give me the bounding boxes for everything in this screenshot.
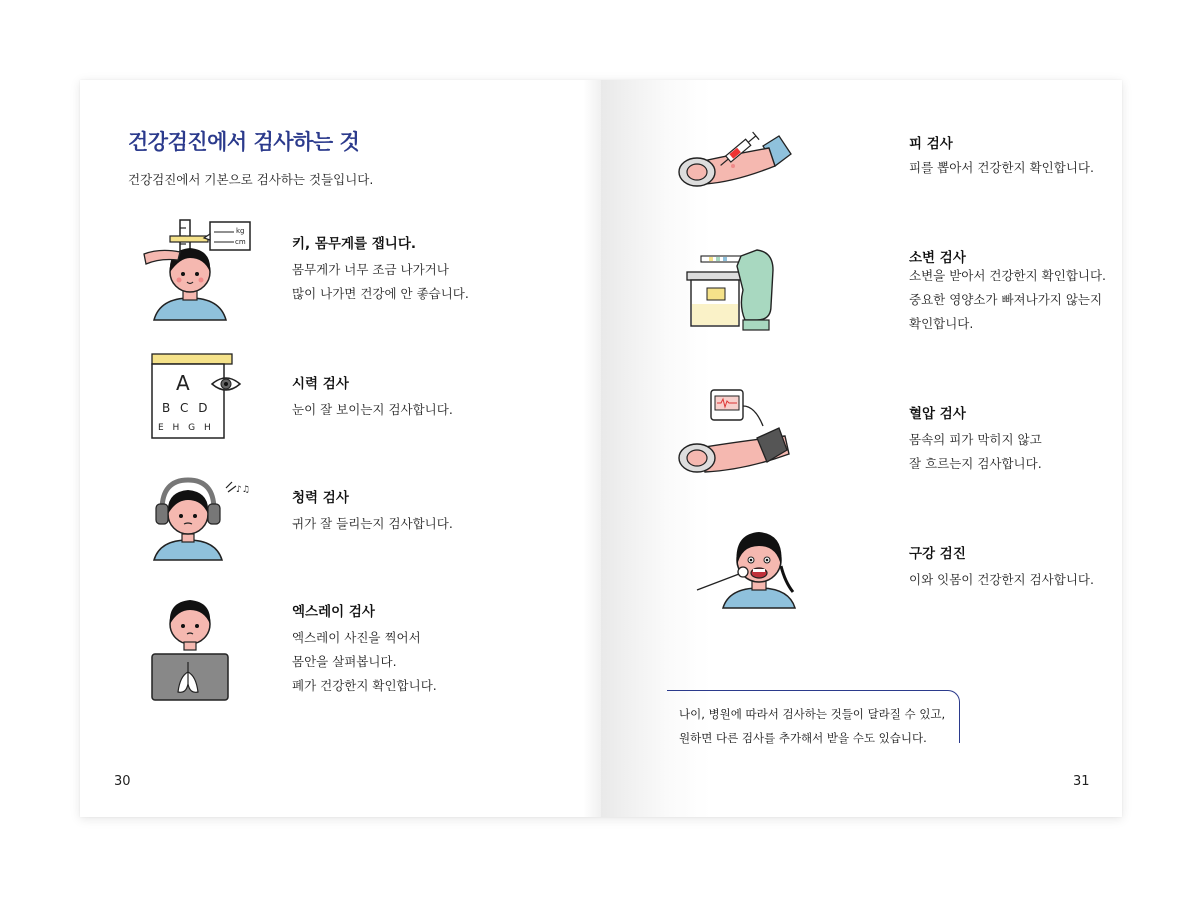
item-desc-vision: 눈이 잘 보이는지 검사합니다. (292, 402, 453, 417)
item-desc-blood-pressure: 몸속의 피가 막히지 않고 잘 흐르는지 검사합니다. (909, 432, 1042, 471)
item-title-height-weight: 키, 몸무게를 잽니다. (292, 236, 416, 252)
booklet-spread (80, 80, 1122, 817)
eye-chart-icon (146, 352, 246, 444)
page-number-left: 30 (114, 774, 131, 789)
item-desc-xray: 엑스레이 사진을 찍어서 몸안을 살펴봅니다. 폐가 건강한지 확인합니다. (292, 630, 437, 693)
item-title-urine-test: 소변 검사 (909, 250, 966, 266)
scale-cm-label: cm (235, 238, 246, 246)
blood-pressure-icon (675, 386, 799, 482)
item-desc-dental: 이와 잇몸이 건강한지 검사합니다. (909, 572, 1094, 587)
page-number-right: 31 (1073, 774, 1090, 789)
dental-mirror-icon (689, 526, 799, 610)
scale-kg-label: kg (236, 227, 245, 235)
page-subtitle: 건강검진에서 기본으로 검사하는 것들입니다. (128, 172, 374, 187)
eye-chart-row2: B C D (162, 401, 211, 415)
item-desc-blood-test: 피를 뽑아서 건강한지 확인합니다. (909, 160, 1094, 175)
item-title-dental: 구강 검진 (909, 546, 966, 562)
syringe-icon (675, 126, 795, 196)
page-title: 건강검진에서 검사하는 것 (128, 130, 360, 154)
item-title-blood-pressure: 혈압 검사 (909, 406, 966, 422)
headphones-icon (144, 474, 254, 564)
item-title-blood-test: 피 검사 (909, 136, 953, 152)
note-text: 나이, 병원에 따라서 검사하는 것들이 달라질 수 있고, 원하면 다른 검사를 추가해서 받을 수도 있습니다. (679, 707, 946, 745)
left-page (80, 80, 601, 817)
eye-chart-row3: E H G H (158, 423, 214, 433)
urine-test-icon (681, 246, 801, 332)
svg-text:♪♫: ♪♫ (236, 485, 250, 495)
right-page (601, 80, 1122, 817)
item-title-hearing: 청력 검사 (292, 490, 349, 506)
xray-icon (150, 596, 230, 706)
height-weight-icon (140, 214, 260, 324)
eye-chart-row1: A (176, 371, 190, 395)
item-desc-hearing: 귀가 잘 들리는지 검사합니다. (292, 516, 453, 531)
item-desc-urine-test: 소변을 받아서 건강한지 확인합니다. 중요한 영양소가 빠져나가지 않는지 확인합니다. (909, 268, 1107, 331)
item-desc-height-weight: 몸무게가 너무 조금 나가거나 많이 나가면 건강에 안 좋습니다. (292, 262, 469, 301)
item-title-xray: 엑스레이 검사 (292, 604, 375, 620)
item-title-vision: 시력 검사 (292, 376, 349, 392)
